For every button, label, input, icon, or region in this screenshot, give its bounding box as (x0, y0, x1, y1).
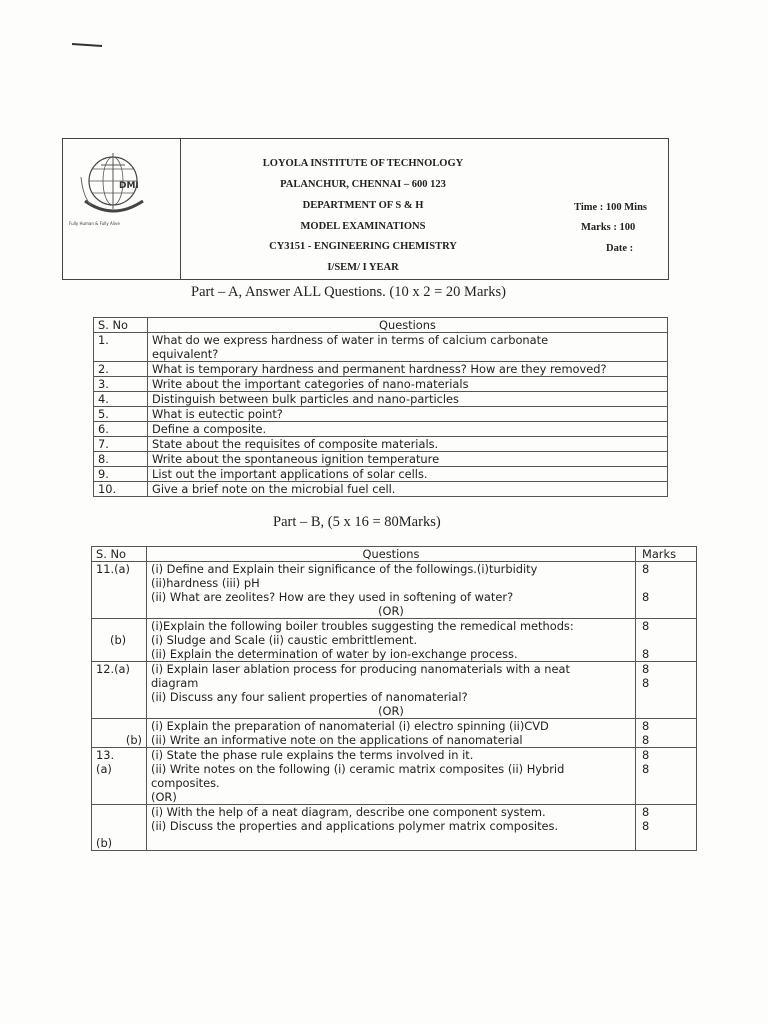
column-header-questions: Questions (148, 318, 668, 333)
question-text: (i) Define and Explain their significance of the followings.(i)turbidity (ii)hardness (iii) pH (ii) What are zeolites? How are they used in softening of water? (OR) (147, 562, 636, 619)
table-row (94, 333, 668, 362)
exam-date: Date : (606, 243, 634, 254)
question-text: Define a composite. (148, 422, 668, 437)
table-row (92, 805, 697, 851)
table-row (92, 662, 697, 719)
part-b-table (91, 546, 697, 851)
question-text: (i) Explain laser ablation process for producing nanomaterials with a neat diagram (ii) Discuss any four salient properties of nanomaterial? (OR) (147, 662, 636, 719)
table-row (94, 482, 668, 497)
marks-cell: 8 8 (636, 619, 697, 662)
part-a-table (93, 317, 668, 497)
question-text: Distinguish between bulk particles and nano-particles (148, 392, 668, 407)
logo-text: DMI (119, 181, 139, 191)
table-row (94, 392, 668, 407)
marks-cell: 8 8 (636, 562, 697, 619)
marks-cell: 8 8 (636, 805, 697, 851)
question-text: What do we express hardness of water in terms of calcium carbonate equivalent? (148, 333, 668, 362)
institute-address: PALANCHUR, CHENNAI – 600 123 (280, 179, 446, 190)
question-number: 1. (94, 333, 148, 362)
table-row (94, 467, 668, 482)
semester-year: I/SEM/ I YEAR (327, 262, 399, 273)
question-text: (i) State the phase rule explains the terms involved in it. (ii) Write notes on the following (i) ceramic matrix composites (ii) Hybrid composites. (OR) (147, 748, 636, 805)
part-a-title: Part – A, Answer ALL Questions. (10 x 2 = 20 Marks) (191, 284, 506, 300)
marks-cell: 8 8 (636, 662, 697, 719)
question-number: (b) (92, 719, 147, 748)
question-number: 4. (94, 392, 148, 407)
table-row (92, 748, 697, 805)
logo-motto: Fully Human & Fully Alive (69, 221, 120, 226)
question-text: What is temporary hardness and permanent hardness? How are they removed? (148, 362, 668, 377)
question-number: 3. (94, 377, 148, 392)
column-header-questions: Questions (147, 547, 636, 562)
question-number: 8. (94, 452, 148, 467)
scan-mark (72, 43, 102, 47)
question-text: Give a brief note on the microbial fuel cell. (148, 482, 668, 497)
table-row (94, 377, 668, 392)
table-row (94, 452, 668, 467)
marks-cell: 8 8 (636, 748, 697, 805)
table-header-row (94, 318, 668, 333)
table-row (94, 437, 668, 452)
question-text: Write about the important categories of nano-materials (148, 377, 668, 392)
question-text: Write about the spontaneous ignition temperature (148, 452, 668, 467)
question-text: What is eutectic point? (148, 407, 668, 422)
table-row (92, 562, 697, 619)
question-number: 7. (94, 437, 148, 452)
question-number: 13. (a) (92, 748, 147, 805)
question-text: (i)Explain the following boiler troubles suggesting the remedical methods: (i) Sludge and Scale (ii) caustic embrittlement. (ii) Explain the determination of water by ion-exchange process. (147, 619, 636, 662)
table-row (94, 407, 668, 422)
institute-name: LOYOLA INSTITUTE OF TECHNOLOGY (262, 158, 464, 169)
question-text: (i) Explain the preparation of nanomaterial (i) electro spinning (ii)CVD (ii) Write an informative note on the applications of nanomaterial (147, 719, 636, 748)
part-b-title: Part – B, (5 x 16 = 80Marks) (273, 514, 441, 530)
question-number: 9. (94, 467, 148, 482)
question-text: List out the important applications of solar cells. (148, 467, 668, 482)
table-row (94, 362, 668, 377)
department: DEPARTMENT OF S & H (302, 200, 424, 211)
exam-name: MODEL EXAMINATIONS (300, 221, 426, 232)
marks-cell: 8 8 (636, 719, 697, 748)
question-number: 12.(a) (92, 662, 147, 719)
table-header-row (92, 547, 697, 562)
question-number: 6. (94, 422, 148, 437)
question-text: (i) With the help of a neat diagram, describe one component system. (ii) Discuss the properties and applications polymer matrix composites. (147, 805, 636, 851)
exam-marks: Marks : 100 (581, 222, 636, 233)
question-number: (b) (92, 805, 147, 851)
or-separator: (OR) (151, 790, 177, 804)
question-number: 11.(a) (92, 562, 147, 619)
question-number: (b) (92, 619, 147, 662)
or-separator: (OR) (378, 704, 404, 718)
column-header-sno: S. No (94, 318, 148, 333)
column-header-sno: S. No (92, 547, 147, 562)
or-separator: (OR) (378, 604, 404, 618)
table-row (92, 619, 697, 662)
exam-time: Time : 100 Mins (574, 202, 648, 213)
exam-header (62, 138, 669, 280)
course-title: CY3151 - ENGINEERING CHEMISTRY (269, 241, 457, 252)
table-row (92, 719, 697, 748)
column-header-marks: Marks (636, 547, 697, 562)
question-text: State about the requisites of composite materials. (148, 437, 668, 452)
table-row (94, 422, 668, 437)
question-number: 5. (94, 407, 148, 422)
question-number: 10. (94, 482, 148, 497)
question-number: 2. (94, 362, 148, 377)
